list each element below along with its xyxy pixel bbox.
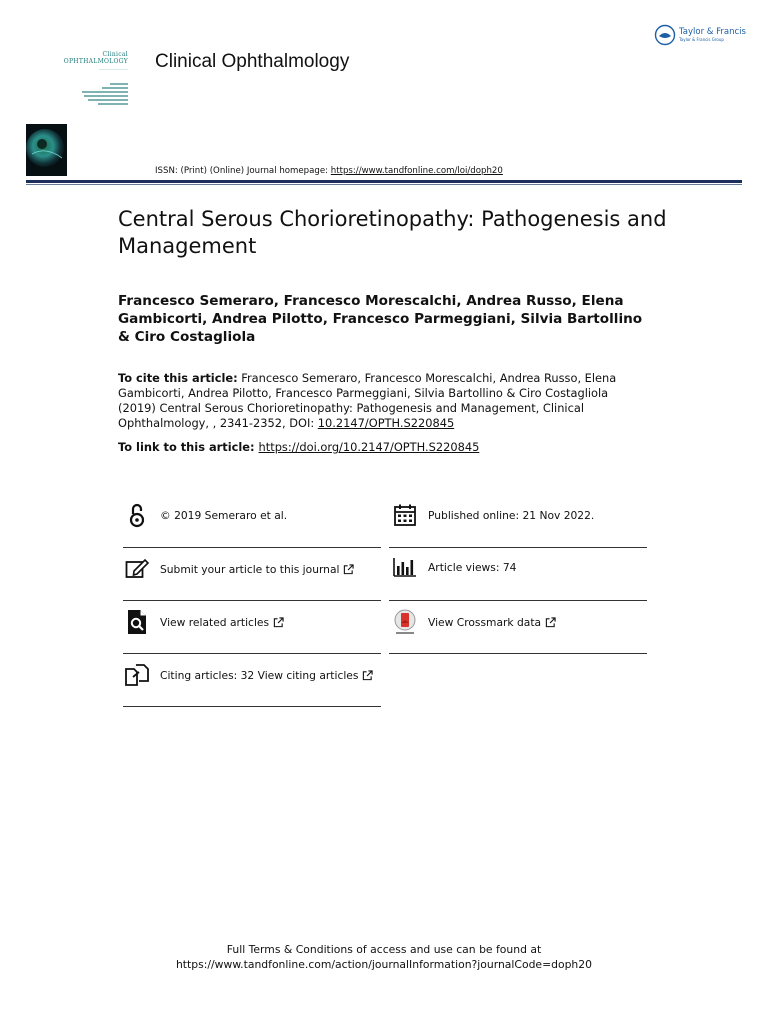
- submit-article-link[interactable]: [124, 543, 354, 595]
- external-link-icon: [343, 564, 354, 575]
- copyright-text: © 2019 Semeraro et al.: [160, 508, 288, 522]
- footer-line1: Full Terms & Conditions of access and use can be found at: [226, 943, 542, 956]
- calendar-icon: [393, 503, 417, 527]
- published-date-text: Published online: 21 Nov 2022.: [428, 508, 595, 522]
- external-link-icon: [362, 670, 373, 681]
- crossmark-icon: [393, 609, 417, 635]
- grid-rule: [389, 653, 647, 654]
- submit-article-label: Submit your article to this journal: [160, 562, 340, 576]
- journal-cover-image: [26, 124, 67, 176]
- cover-title-line2: OPHTHALMOLOGY: [63, 57, 128, 65]
- edit-icon: [125, 558, 149, 580]
- footer-terms-link[interactable]: https://www.tandfonline.com/action/journalInformation?journalCode=doph20: [175, 958, 593, 971]
- terms-footer: [0, 942, 768, 972]
- publisher-name: Taylor & Francis: [679, 27, 746, 38]
- crossmark-link[interactable]: [392, 596, 556, 648]
- external-link-icon: [273, 617, 284, 628]
- journal-title: Clinical Ophthalmology: [155, 51, 350, 72]
- article-views-text: Article views: 74: [428, 560, 517, 574]
- citing-articles-label: Citing articles: 32 View citing articles: [160, 668, 359, 682]
- header-rule-thin: [26, 184, 742, 185]
- related-articles-link[interactable]: [124, 596, 284, 648]
- article-views-cell: [392, 541, 516, 593]
- header-rule: [26, 180, 742, 183]
- search-document-icon: [126, 609, 148, 635]
- bar-chart-icon: [393, 557, 417, 577]
- citing-articles-link[interactable]: [124, 649, 373, 701]
- link-label: To link to this article:: [118, 440, 255, 454]
- grid-rule: [123, 706, 381, 707]
- journal-homepage-link[interactable]: https://www.tandfonline.com/loi/doph20: [330, 166, 503, 176]
- journal-cover-text: [56, 52, 128, 120]
- cite-text: Francesco Semeraro, Francesco Morescalchi, Andrea Russo, Elena Gambicorti, Andrea Pilotto, Francesco Parmeggiani, Silvia Bartollino & Ciro Costagliola (2019) Central Serous Chorioretinopathy: Pathogenesis and Management, Clinical Ophthalmology, , 2341-2352, DOI:: [118, 371, 617, 430]
- citing-documents-icon: [124, 663, 150, 687]
- published-cell: [392, 489, 594, 541]
- issn-text: ISSN: (Print) (Online) Journal homepage:: [155, 166, 331, 176]
- open-access-icon: [128, 502, 146, 528]
- taylor-francis-logo-icon: [654, 24, 676, 46]
- issn-line: [155, 166, 503, 176]
- article-link-block: [118, 440, 648, 455]
- cover-volume-line: —————————: [99, 67, 128, 72]
- publisher-group: Taylor & Francis Group: [679, 36, 724, 42]
- article-title: Central Serous Chorioretinopathy: Pathogenesis and Management: [118, 207, 667, 258]
- related-articles-label: View related articles: [160, 615, 270, 629]
- article-authors: Francesco Semeraro, Francesco Morescalchi, Andrea Russo, Elena Gambicorti, Andrea Pilotto, Francesco Parmeggiani, Silvia Bartollino & Ciro Costagliola: [118, 293, 643, 345]
- cover-title-line1: Clinical: [102, 51, 128, 58]
- crossmark-label: View Crossmark data: [428, 615, 542, 629]
- cover-text-lines: [56, 83, 128, 105]
- publisher-logo: [654, 22, 754, 48]
- article-doi-link[interactable]: https://doi.org/10.2147/OPTH.S220845: [258, 440, 480, 454]
- cite-doi-link[interactable]: 10.2147/OPTH.S220845: [317, 416, 455, 430]
- citation-block: [118, 371, 648, 431]
- eye-image-icon: [26, 124, 67, 176]
- cite-label: To cite this article:: [118, 371, 238, 385]
- external-link-icon: [545, 617, 556, 628]
- open-access-cell: [124, 489, 287, 541]
